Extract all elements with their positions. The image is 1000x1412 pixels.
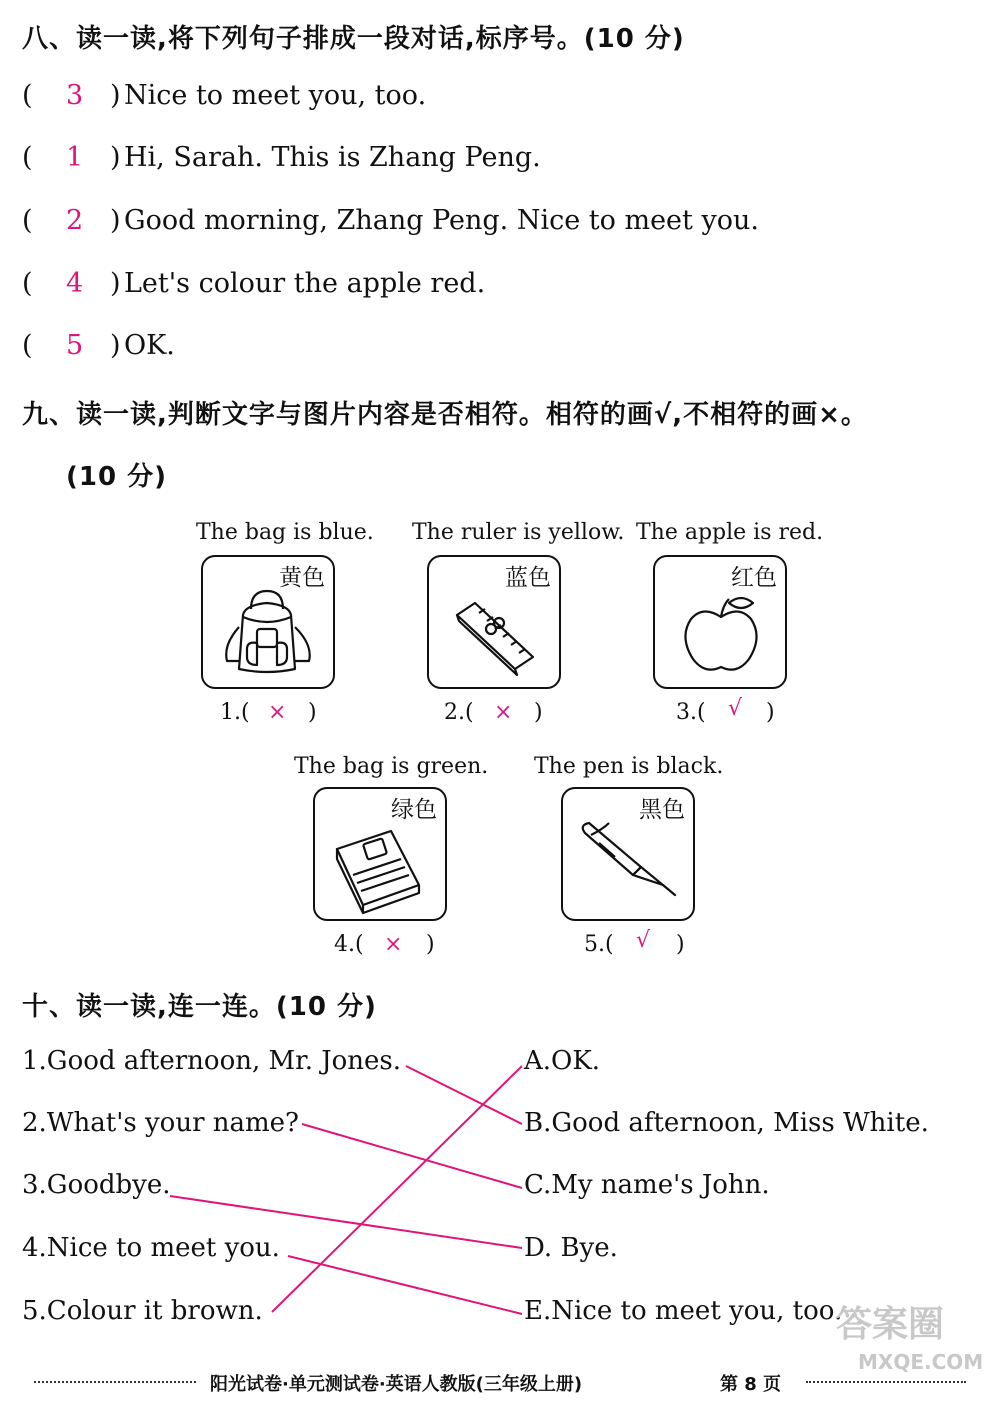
sentence: OK. (124, 330, 175, 361)
judge-answer: 4.( × ) (334, 932, 435, 957)
match-left-item: 2.What's your name? (22, 1108, 299, 1138)
match-left-item: 5.Colour it brown. (22, 1296, 263, 1326)
answer-mark: × (384, 932, 403, 957)
answer-number: 2 (66, 205, 84, 236)
match-right-item: D. Bye. (524, 1233, 618, 1263)
list-item: ( 1 ) Hi, Sarah. This is Zhang Peng. (22, 142, 541, 173)
judge-answer: 3.( √ ) (676, 696, 775, 725)
match-left-item: 4.Nice to meet you. (22, 1233, 280, 1263)
match-left-item: 1.Good afternoon, Mr. Jones. (22, 1046, 402, 1076)
picture-caption: The apple is red. (636, 520, 824, 545)
picture-caption: The pen is black. (534, 754, 724, 779)
footer-divider-right (806, 1381, 966, 1383)
footer-title: 阳光试卷·单元测试卷·英语人教版(三年级上册) (210, 1374, 583, 1395)
section-9-score: (10 分) (66, 462, 167, 492)
list-item: ( 5 ) OK. (22, 330, 175, 361)
answer-mark: × (494, 700, 513, 725)
judge-answer: 1.( × ) (220, 700, 317, 725)
answer-mark: × (268, 700, 287, 725)
color-label: 红色 (731, 565, 777, 591)
picture-caption: The bag is green. (294, 754, 489, 779)
answer-number: 1 (66, 142, 84, 173)
list-item: ( 4 ) Let's colour the apple red. (22, 268, 486, 299)
picture-caption: The bag is blue. (196, 520, 374, 545)
judge-answer: 5.( √ ) (584, 928, 685, 957)
answer-number: 3 (66, 80, 84, 111)
match-left-item: 3.Goodbye. (22, 1170, 171, 1200)
watermark-url: MXQE.COM (858, 1350, 984, 1374)
color-label: 蓝色 (505, 565, 551, 591)
judge-answer: 2.( × ) (444, 700, 543, 725)
match-right-item: E.Nice to meet you, too. (524, 1296, 843, 1326)
answer-mark: √ (636, 928, 651, 953)
sentence: Nice to meet you, too. (124, 80, 427, 111)
color-label: 黄色 (279, 565, 325, 591)
match-right-item: B.Good afternoon, Miss White. (524, 1108, 929, 1138)
section-9-title: 九、读一读,判断文字与图片内容是否相符。相符的画√,不相符的画×。 (22, 400, 868, 430)
picture-caption: The ruler is yellow. (412, 520, 625, 545)
section-8-title: 八、读一读,将下列句子排成一段对话,标序号。(10 分) (22, 24, 685, 54)
sentence: Hi, Sarah. This is Zhang Peng. (124, 142, 541, 173)
answer-number: 4 (66, 268, 84, 299)
answer-mark: √ (728, 696, 743, 721)
match-line-4-e (288, 1256, 522, 1314)
match-right-item: A.OK. (524, 1046, 601, 1076)
footer-divider-left (34, 1381, 196, 1383)
sentence: Let's colour the apple red. (124, 268, 486, 299)
answer-number: 5 (66, 330, 84, 361)
match-line-5-a (272, 1066, 522, 1312)
watermark-logo: 答案圈 (836, 1304, 945, 1345)
color-label: 绿色 (391, 797, 437, 823)
match-line-1-b (406, 1066, 522, 1124)
page-number: 第 8 页 (720, 1374, 782, 1395)
match-right-item: C.My name's John. (524, 1170, 770, 1200)
list-item: ( 3 ) Nice to meet you, too. (22, 80, 427, 111)
section-10-title: 十、读一读,连一连。(10 分) (22, 992, 377, 1022)
match-line-2-c (302, 1124, 522, 1188)
color-label: 黑色 (639, 797, 685, 823)
sentence: Good morning, Zhang Peng. Nice to meet you. (124, 205, 759, 236)
list-item: ( 2 ) Good morning, Zhang Peng. Nice to meet you. (22, 205, 759, 236)
